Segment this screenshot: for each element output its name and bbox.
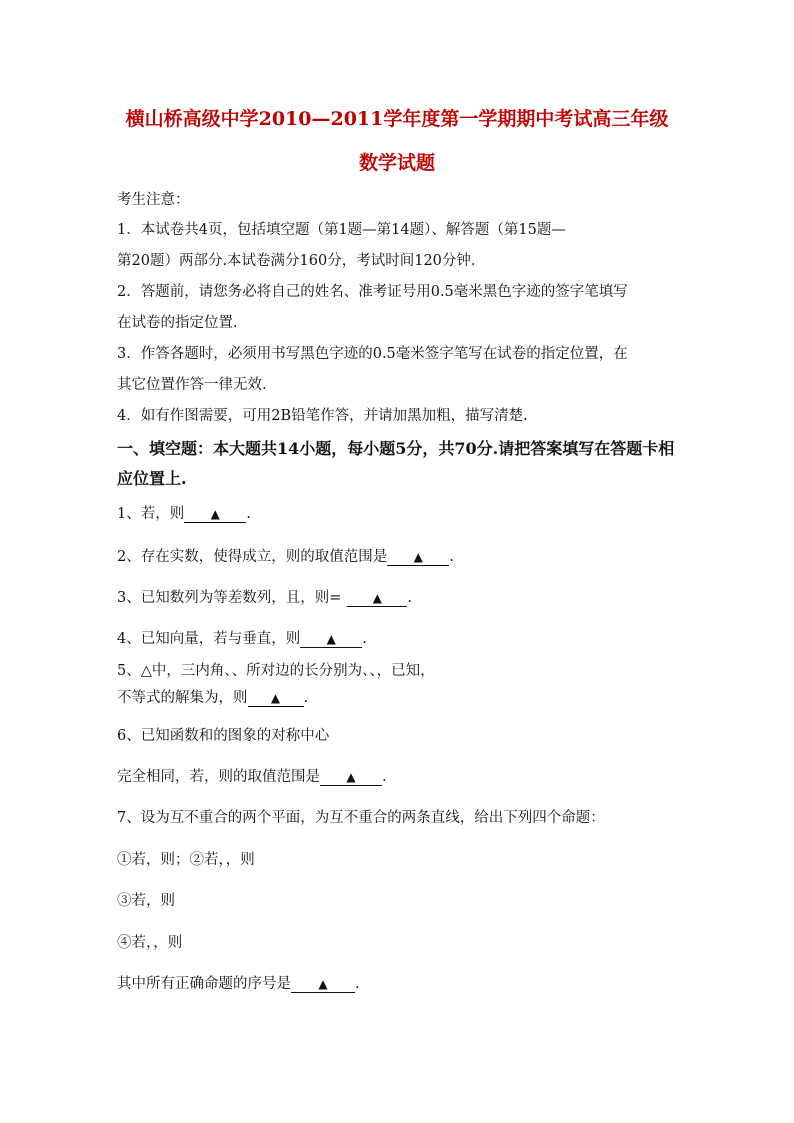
notice-item-4: 4．如有作图需要，可用2B铅笔作答，并请加黑加粗，描写清楚. bbox=[117, 408, 528, 424]
triangle-mark: ▲ bbox=[413, 550, 423, 564]
notice-item-3b: 其它位置作答一律无效. bbox=[117, 377, 267, 393]
period: . bbox=[362, 631, 367, 647]
triangle-mark: ▲ bbox=[326, 632, 336, 646]
question-4-text: 4、已知向量，若与垂直，则 bbox=[117, 631, 301, 647]
question-5b-text: 不等式的解集为，则 bbox=[117, 690, 248, 706]
question-5a: 5、△中，三内角、、所对边的长分别为、、，已知， bbox=[117, 663, 435, 679]
question-7-answer bbox=[117, 972, 360, 993]
notice-item-3a: 3．作答各题时，必须用书写黑色字迹的0.5毫米签字笔写在试卷的指定位置，在 bbox=[117, 346, 628, 362]
notice-item-1b: 第20题）两部分.本试卷满分160分，考试时间120分钟. bbox=[117, 253, 476, 269]
answer-blank bbox=[320, 769, 382, 786]
notice-item-2a: 2．答题前，请您务必将自己的姓名、准考证号用0.5毫米黑色字迹的签字笔填写 bbox=[117, 284, 628, 300]
period: . bbox=[382, 769, 387, 785]
question-2-text: 2、存在实数，使得成立，则的取值范围是 bbox=[117, 549, 388, 565]
answer-blank bbox=[291, 976, 355, 993]
section-heading-a: 一、填空题：本大题共14小题，每小题5分，共70分.请把答案填写在答题卡相 bbox=[117, 439, 675, 458]
period: . bbox=[246, 506, 251, 522]
period: . bbox=[355, 976, 360, 992]
exam-title: 横山桥高级中学2010—2011学年度第一学期期中考试高三年级 bbox=[125, 108, 669, 130]
question-7: 7、设为互不重合的两个平面，为互不重合的两条直线，给出下列四个命题： bbox=[117, 810, 605, 826]
period: . bbox=[449, 549, 454, 565]
question-4 bbox=[117, 627, 367, 648]
question-5 bbox=[117, 686, 308, 707]
notice-heading: 考生注意： bbox=[117, 192, 190, 208]
triangle-mark: ▲ bbox=[372, 591, 382, 605]
question-6 bbox=[117, 765, 387, 786]
question-6b-text: 完全相同，若，则的取值范围是 bbox=[117, 769, 320, 785]
notice-item-2b: 在试卷的指定位置. bbox=[117, 315, 238, 331]
triangle-mark: ▲ bbox=[210, 507, 220, 521]
question-7-prop-3: ③若，则 bbox=[117, 893, 175, 909]
triangle-mark: ▲ bbox=[318, 977, 328, 991]
answer-blank bbox=[184, 506, 246, 523]
question-7-prop-1-2-text: ①若，则；②若，，则 bbox=[117, 852, 255, 868]
question-2 bbox=[117, 545, 454, 566]
period: . bbox=[407, 590, 412, 606]
answer-blank bbox=[248, 690, 304, 707]
triangle-mark: ▲ bbox=[270, 691, 281, 705]
triangle-mark: ▲ bbox=[346, 770, 356, 784]
question-3 bbox=[117, 586, 412, 607]
question-6a: 6、已知函数和的图象的对称中心 bbox=[117, 728, 330, 744]
question-7-prop-1-2 bbox=[117, 848, 255, 869]
section-heading-b: 应位置上. bbox=[117, 469, 187, 488]
question-7-prop-4: ④若，，则 bbox=[117, 935, 183, 951]
question-1 bbox=[117, 502, 251, 523]
answer-blank bbox=[347, 590, 407, 607]
notice-item-1a: 1．本试卷共4页，包括填空题（第1题—第14题）、解答题（第15题— bbox=[117, 222, 566, 238]
exam-subtitle: 数学试题 bbox=[358, 152, 435, 174]
answer-blank bbox=[387, 549, 449, 566]
question-1-text: 1、若，则 bbox=[117, 506, 185, 522]
question-3-text: 3、已知数列为等差数列，且，则= bbox=[117, 590, 342, 606]
answer-blank bbox=[300, 631, 362, 648]
question-7-end-text: 其中所有正确命题的序号是 bbox=[117, 976, 291, 992]
period: . bbox=[303, 690, 309, 706]
